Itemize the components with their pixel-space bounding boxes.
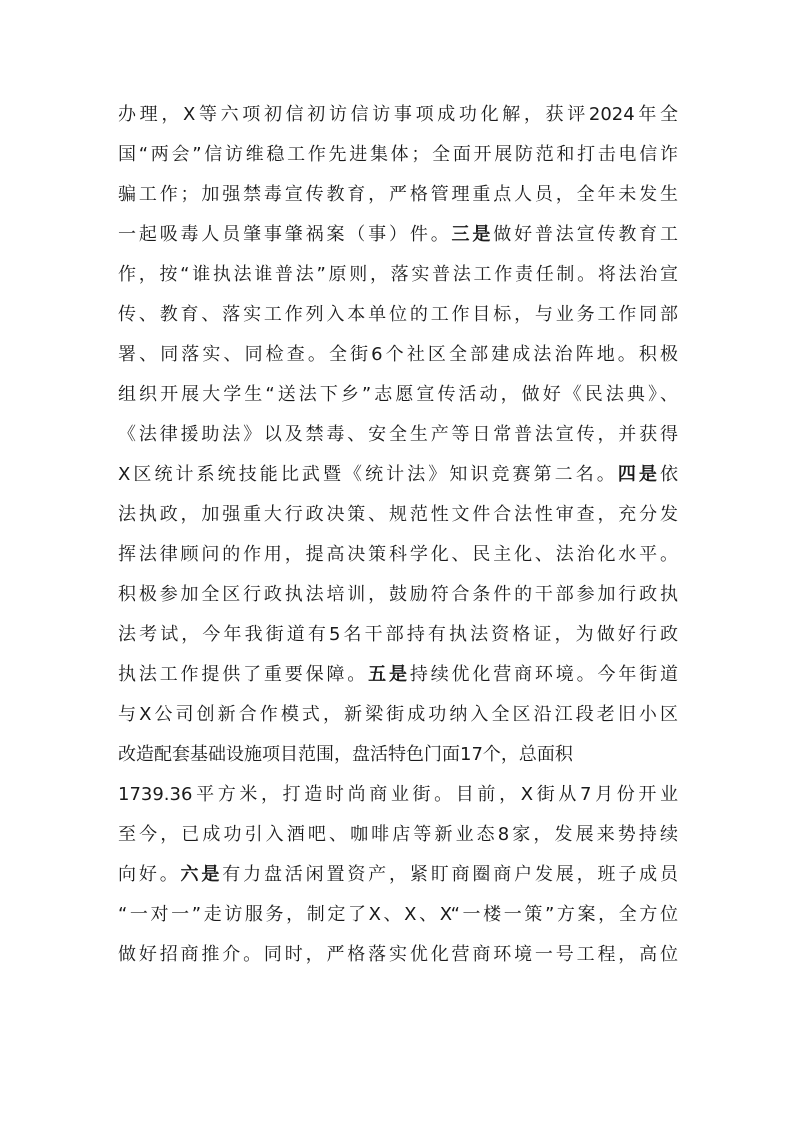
text-segment: 法执政，加强重大行政决策、规范性文件合法性审查，充分发 <box>118 504 678 525</box>
text-line <box>118 655 678 695</box>
text-line <box>118 95 678 135</box>
text-line <box>118 855 678 895</box>
text-segment: 作，按“谁执法谁普法”原则，落实普法工作责任制。将法治宣 <box>118 264 678 285</box>
text-segment: 1739.36平方米，打造时尚商业街。目前，X街从7月份开业 <box>118 784 678 805</box>
text-segment: 执法工作提供了重要保障。 <box>118 664 369 685</box>
text-segment: 挥法律顾问的作用，提高决策科学化、民主化、法治化水平。 <box>118 544 678 565</box>
text-segment: 传、教育、落实工作列入本单位的工作目标，与业务工作同部 <box>118 304 678 325</box>
text-segment: 一起吸毒人员肇事肇祸案（事）件。 <box>118 224 452 245</box>
text-segment: 持续优化营商环境。今年街道 <box>409 664 678 685</box>
text-segment: 骗工作；加强禁毒宣传教育，严格管理重点人员，全年未发生 <box>118 184 678 205</box>
text-line <box>118 815 678 855</box>
text-line <box>118 255 678 295</box>
text-segment: “一对一”走访服务，制定了X、X、X“一楼一策”方案，全方位 <box>118 904 678 925</box>
text-line <box>118 895 678 935</box>
section-marker: 六是 <box>180 864 223 885</box>
text-line <box>118 575 678 615</box>
text-segment: 向好。 <box>118 864 181 885</box>
body-paragraph <box>118 95 678 975</box>
text-line <box>118 735 678 775</box>
text-line <box>118 775 678 815</box>
text-line <box>118 455 678 495</box>
text-segment: 依 <box>660 464 678 485</box>
text-line <box>118 295 678 335</box>
text-line <box>118 935 678 975</box>
text-segment: 改造配套基础设施项目范围，盘活特色门面17个，总面积 <box>118 744 573 765</box>
text-segment: 做好招商推介。同时，严格落实优化营商环境一号工程，高位 <box>118 944 678 965</box>
text-segment: 《法律援助法》以及禁毒、安全生产等日常普法宣传，并获得 <box>118 424 678 445</box>
text-segment: 至今，已成功引入酒吧、咖啡店等新业态8家，发展来势持续 <box>118 824 678 845</box>
section-marker: 三是 <box>451 224 494 245</box>
text-segment: 有力盘活闲置资产，紧盯商圈商户发展，班子成员 <box>222 864 678 885</box>
section-marker: 五是 <box>368 664 410 685</box>
text-line <box>118 335 678 375</box>
text-line <box>118 135 678 175</box>
text-segment: 积极参加全区行政执法培训，鼓励符合条件的干部参加行政执 <box>118 584 678 605</box>
text-line <box>118 695 678 735</box>
text-line <box>118 535 678 575</box>
text-segment: 组织开展大学生“送法下乡”志愿宣传活动，做好《民法典》、 <box>118 384 678 405</box>
text-segment: 署、同落实、同检查。全街6个社区全部建成法治阵地。积极 <box>118 344 678 365</box>
text-line <box>118 175 678 215</box>
text-segment: 国“两会”信访维稳工作先进集体；全面开展防范和打击电信诈 <box>118 144 678 165</box>
text-line <box>118 415 678 455</box>
text-line <box>118 375 678 415</box>
text-line <box>118 495 678 535</box>
section-marker: 四是 <box>617 464 660 485</box>
text-segment: 与X公司创新合作模式，新梁街成功纳入全区沿江段老旧小区 <box>118 704 678 725</box>
text-line <box>118 615 678 655</box>
text-segment: 办理，X等六项初信初访信访事项成功化解，获评2024年全 <box>118 104 678 125</box>
text-segment: 法考试，今年我街道有5名干部持有执法资格证，为做好行政 <box>118 624 678 645</box>
text-segment: X区统计系统技能比武暨《统计法》知识竞赛第二名。 <box>118 464 618 485</box>
text-segment: 做好普法宣传教育工 <box>493 224 678 245</box>
text-line <box>118 215 678 255</box>
